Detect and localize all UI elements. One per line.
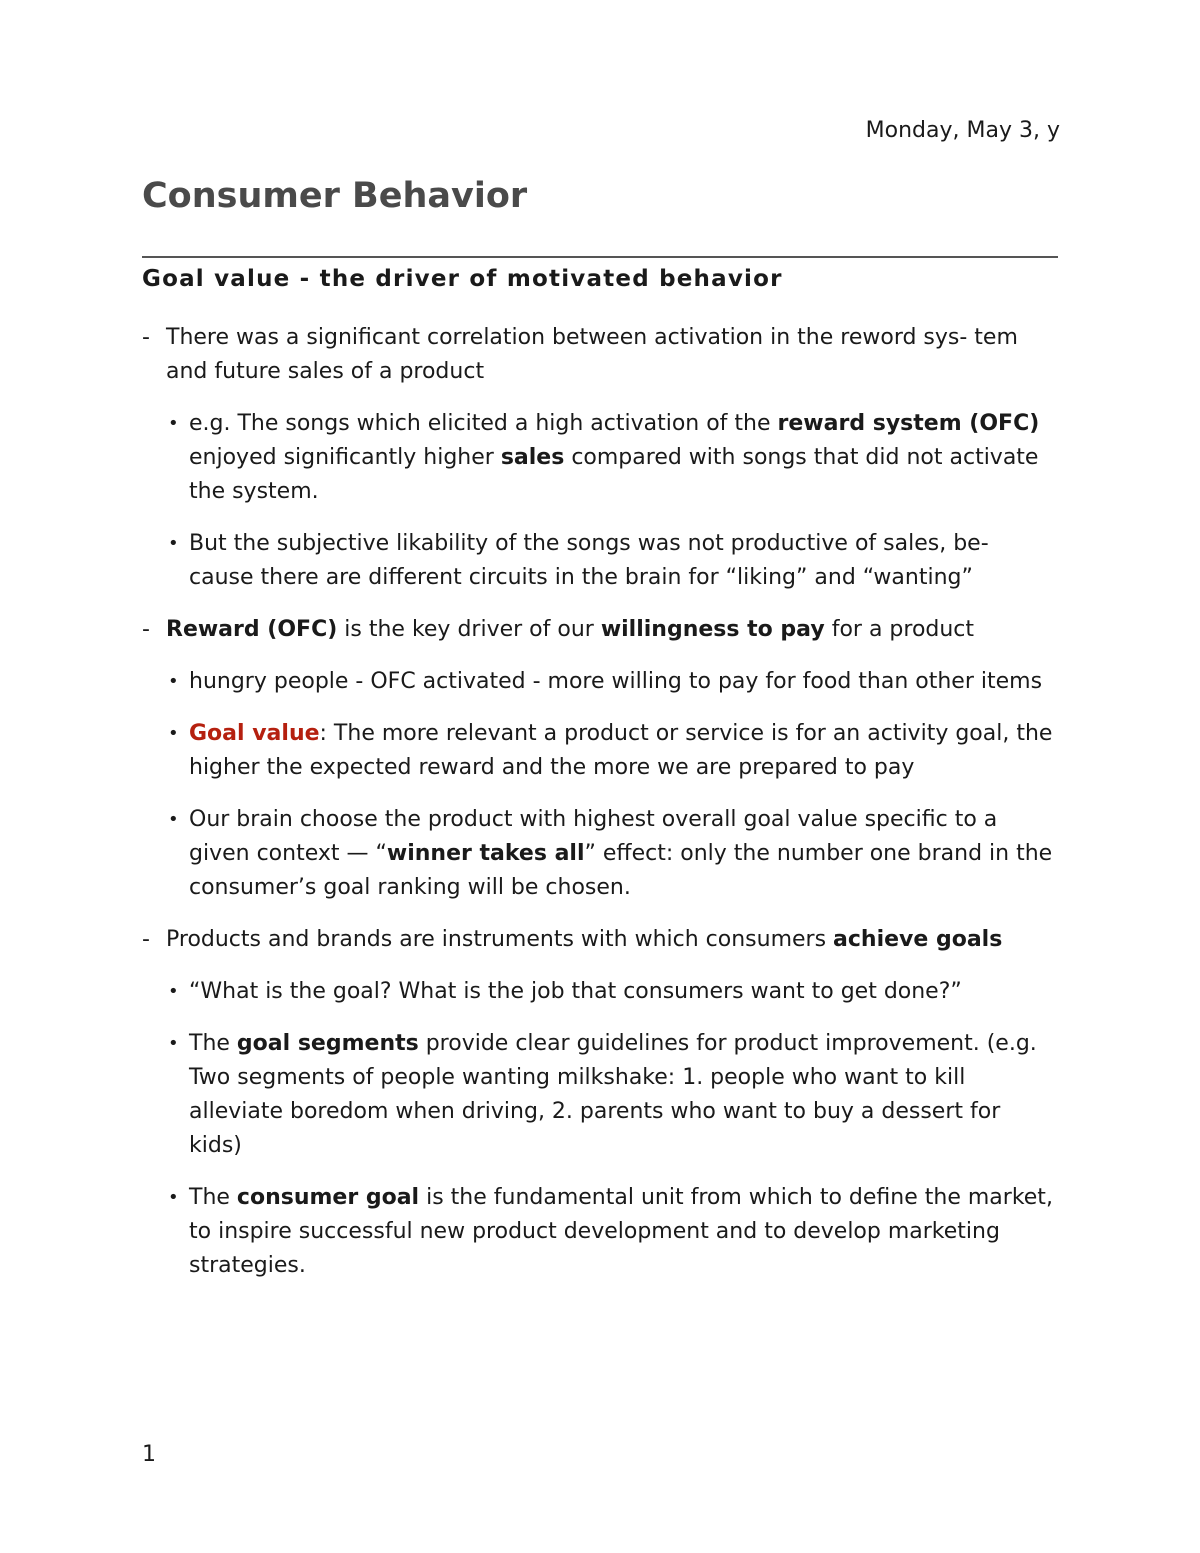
document-page xyxy=(142,0,1060,1553)
page-title: Consumer Behavior xyxy=(142,176,528,216)
list-item-bullet xyxy=(142,1027,1060,1163)
item-text: The xyxy=(189,1031,237,1056)
item-text: is the key driver of our xyxy=(337,617,601,642)
item-text: compared with songs that did not activate the system. xyxy=(189,445,1039,504)
dash-marker: - xyxy=(142,617,150,642)
item-text: Products and brands are instruments with which consumers xyxy=(166,927,834,952)
bold-term: achieve goals xyxy=(833,927,1003,952)
bullet-marker: • xyxy=(168,809,179,830)
item-text: The xyxy=(189,1185,237,1210)
page-number: 1 xyxy=(142,1442,156,1467)
item-text: enjoyed significantly higher xyxy=(189,445,501,470)
item-text: But the subjective likability of the songs was not productive of sales, be- cause there are different circuits in the brain for “liking” and “wanting” xyxy=(189,531,989,590)
bullet-marker: • xyxy=(168,533,179,554)
list-item-bullet xyxy=(142,527,1060,595)
bold-term: Reward (OFC) xyxy=(166,617,338,642)
list-item-bullet xyxy=(142,1181,1060,1283)
bold-term: reward system (OFC) xyxy=(777,411,1040,436)
item-text: “What is the goal? What is the job that consumers want to get done?” xyxy=(189,979,962,1004)
item-text: There was a significant correlation between activation in the reword sys- tem and future sales of a product xyxy=(166,325,1018,384)
bullet-marker: • xyxy=(168,1187,179,1208)
list-item-bullet xyxy=(142,407,1060,509)
item-text: Our brain choose the product with highest overall goal value specific to a given context — “ xyxy=(189,807,998,866)
list-item-bullet xyxy=(142,975,1060,1009)
bullet-marker: • xyxy=(168,413,179,434)
item-text: hungry people - OFC activated - more willing to pay for food than other items xyxy=(189,669,1043,694)
bullet-marker: • xyxy=(168,1033,179,1054)
highlighted-term: Goal value xyxy=(189,721,320,746)
bullet-marker: • xyxy=(168,981,179,1002)
bullet-marker: • xyxy=(168,723,179,744)
bold-term: winner takes all xyxy=(386,841,585,866)
item-text: e.g. The songs which elicited a high activation of the xyxy=(189,411,778,436)
dash-marker: - xyxy=(142,325,150,350)
section-subtitle: Goal value - the driver of motivated behavior xyxy=(142,266,783,292)
dash-marker: - xyxy=(142,927,150,952)
document-body xyxy=(142,321,1060,1301)
list-item-dash xyxy=(142,923,1060,957)
bold-term: consumer goal xyxy=(236,1185,420,1210)
list-item-bullet xyxy=(142,803,1060,905)
bold-term: willingness to pay xyxy=(600,617,825,642)
bold-term: sales xyxy=(500,445,565,470)
header-date: Monday, May 3, y xyxy=(865,118,1060,143)
title-divider xyxy=(142,256,1058,258)
item-text: ” effect: only the number one brand in the consumer’s goal ranking will be chosen. xyxy=(189,841,1053,900)
item-text: provide clear guidelines for product improvement. (e.g. Two segments of people wanting milkshake: 1. people who want to kill alleviate boredom when driving, 2. parents who want to buy a dessert for kids) xyxy=(189,1031,1037,1158)
item-text: is the fundamental unit from which to define the market, to inspire successful new product development and to develop marketing strategies. xyxy=(189,1185,1053,1278)
list-item-dash xyxy=(142,613,1060,647)
list-item-dash xyxy=(142,321,1060,389)
list-item-bullet xyxy=(142,665,1060,699)
list-item-bullet xyxy=(142,717,1060,785)
bullet-marker: • xyxy=(168,671,179,692)
item-text: : The more relevant a product or service is for an activity goal, the higher the expected reward and the more we are prepared to pay xyxy=(189,721,1053,780)
item-text: for a product xyxy=(824,617,975,642)
bold-term: goal segments xyxy=(236,1031,419,1056)
